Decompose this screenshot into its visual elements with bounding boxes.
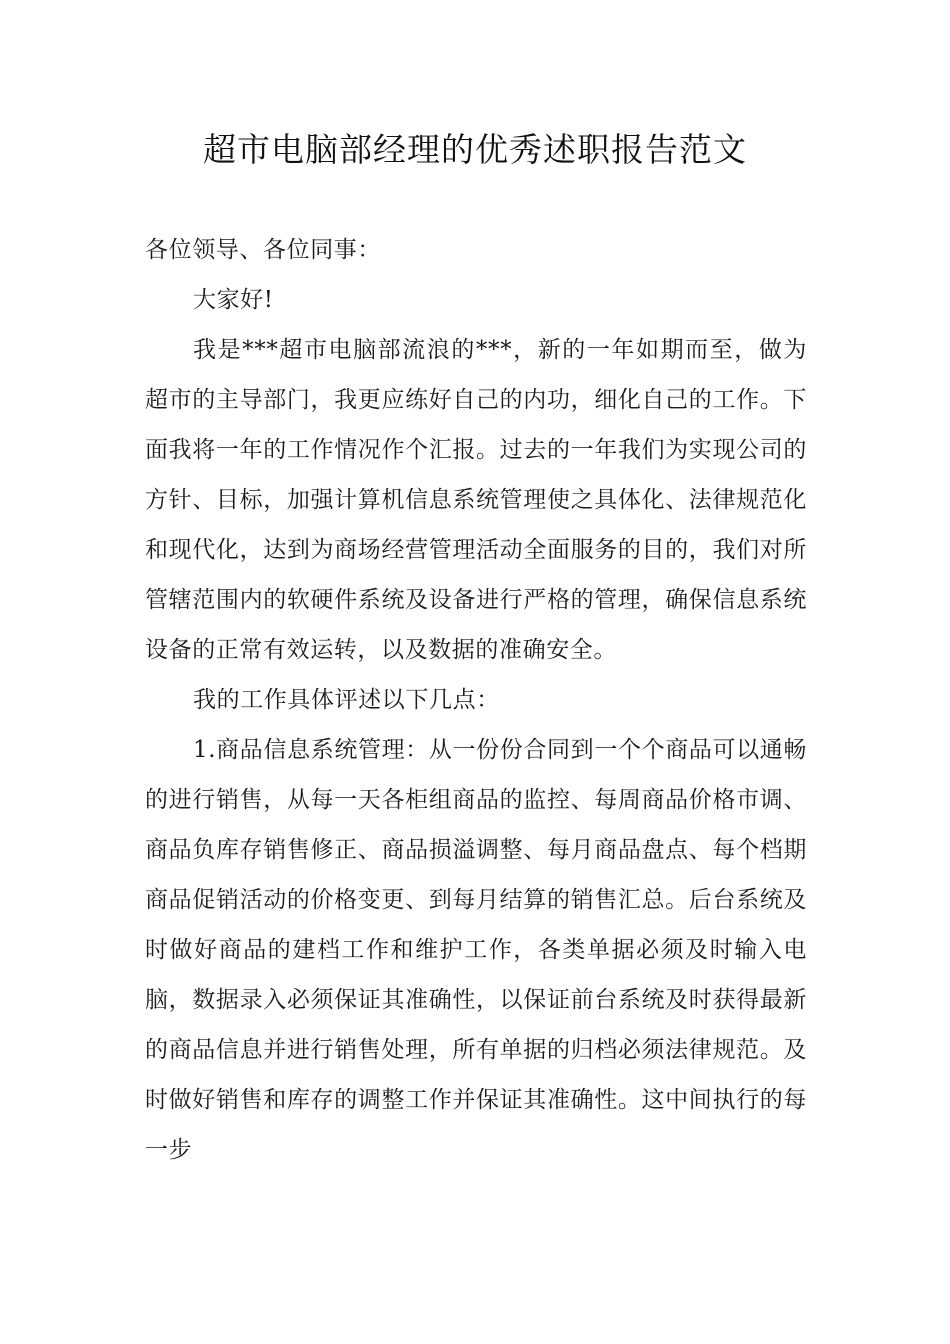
paragraph-intro: 我是***超市电脑部流浪的***，新的一年如期而至，做为超市的主导部门，我更应练好自己的内功，细化自己的工作。下面我将一年的工作情况作个汇报。过去的一年我们为实现公司的方针、目标，加强计算机信息系统管理使之具体化、法律规范化和现代化，达到为商场经营管理活动全面服务的目的，我们对所管辖范围内的软硬件系统及设备进行严格的管理，确保信息系统设备的正常有效运转，以及数据的准确安全。: [145, 337, 807, 663]
paragraph-item-1: 1.商品信息系统管理：从一份份合同到一个个商品可以通畅的进行销售，从每一天各柜组商品的监控、每周商品价格市调、商品负库存销售修正、商品损溢调整、每月商品盘点、每个档期商品促销活动的价格变更、到每月结算的销售汇总。后台系统及时做好商品的建档工作和维护工作，各类单据必须及时输入电脑，数据录入必须保证其准确性，以保证前台系统及时获得最新的商品信息并进行销售处理，所有单据的归档必须法律规范。及时做好销售和库存的调整工作并保证其准确性。这中间执行的每一步: [145, 737, 807, 1163]
document-body: [145, 225, 807, 1175]
greeting: 大家好!: [193, 287, 274, 313]
paragraph-list-heading: 我的工作具体评述以下几点：: [193, 687, 500, 713]
document-title: 超市电脑部经理的优秀述职报告范文: [203, 130, 747, 169]
salutation: 各位领导、各位同事：: [145, 237, 381, 263]
